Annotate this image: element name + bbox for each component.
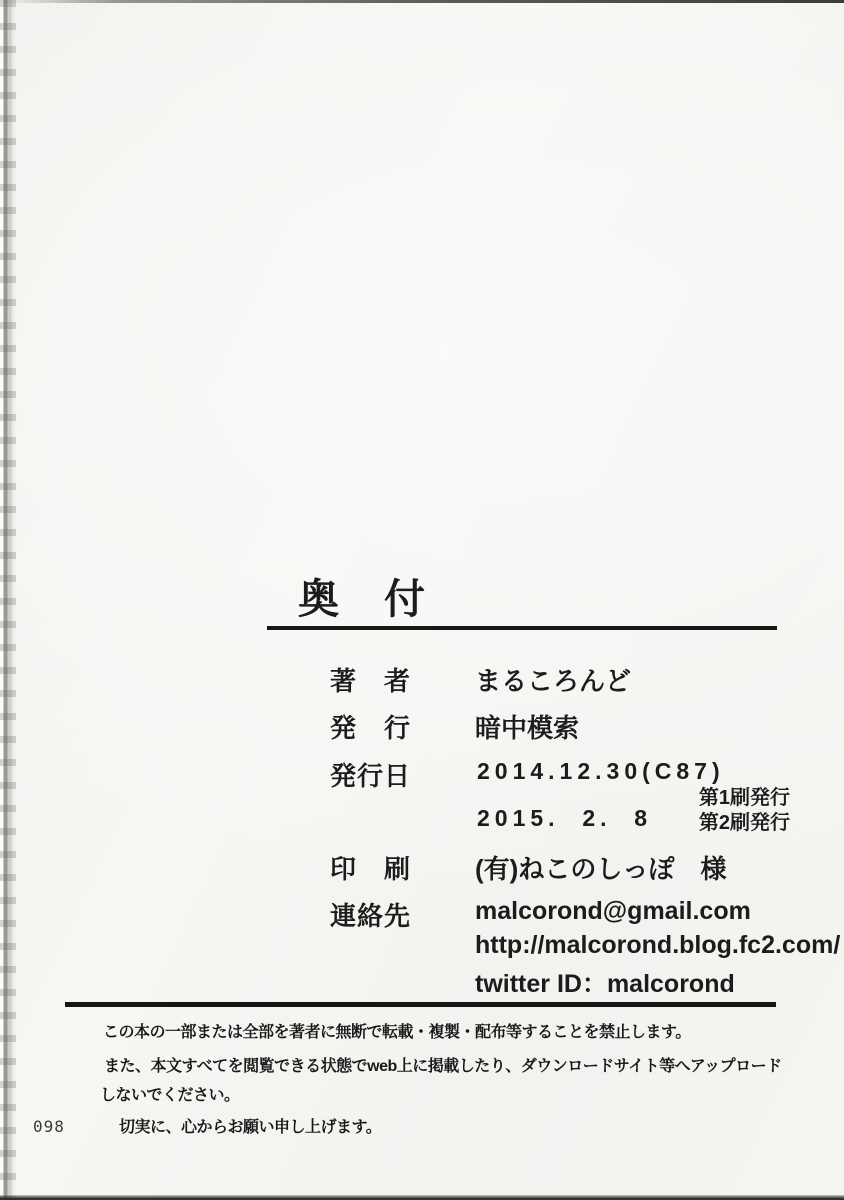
publisher-value: 暗中模索 xyxy=(475,713,580,743)
notice-line-3: しないでください。 xyxy=(100,1087,240,1104)
printer-label: 印 刷 xyxy=(330,854,412,884)
scan-edge-top xyxy=(0,0,844,3)
notice-line-1: この本の一部または全部を著者に無断で転載・複製・配布等することを禁止します。 xyxy=(103,1024,691,1041)
author-value: まるころんど xyxy=(475,666,632,696)
contact-email: malcorond@gmail.com xyxy=(475,897,751,925)
pubdate-first: 2014.12.30(C87) xyxy=(477,758,725,784)
notice-line-4: 切実に、心からお願い申し上げます。 xyxy=(119,1119,382,1136)
scan-edge-bottom xyxy=(0,1195,844,1200)
page-title: 奥 付 xyxy=(298,576,427,622)
publisher-label: 発 行 xyxy=(330,713,412,743)
page-number: 098 xyxy=(33,1117,65,1136)
notice-line-2: また、本文すべてを閲覧できる状態でweb上に掲載したり、ダウンロードサイト等へアップロード xyxy=(104,1058,782,1075)
title-underline xyxy=(267,626,777,630)
contact-twitter: twitter ID：malcorond xyxy=(475,970,735,998)
author-label: 著 者 xyxy=(330,666,412,696)
second-edition-note: 第2刷発行 xyxy=(698,812,790,834)
scan-edge-left xyxy=(0,0,16,1200)
notice-divider xyxy=(65,1002,776,1007)
contact-url: http://malcorond.blog.fc2.com/ xyxy=(475,931,841,959)
pubdate-label: 発行日 xyxy=(330,761,412,791)
printer-value: (有)ねこのしっぽ 様 xyxy=(475,854,727,884)
pubdate-second: 2015. 2. 8 xyxy=(477,805,653,831)
contact-label: 連絡先 xyxy=(330,901,412,931)
first-edition-note: 第1刷発行 xyxy=(698,787,790,809)
